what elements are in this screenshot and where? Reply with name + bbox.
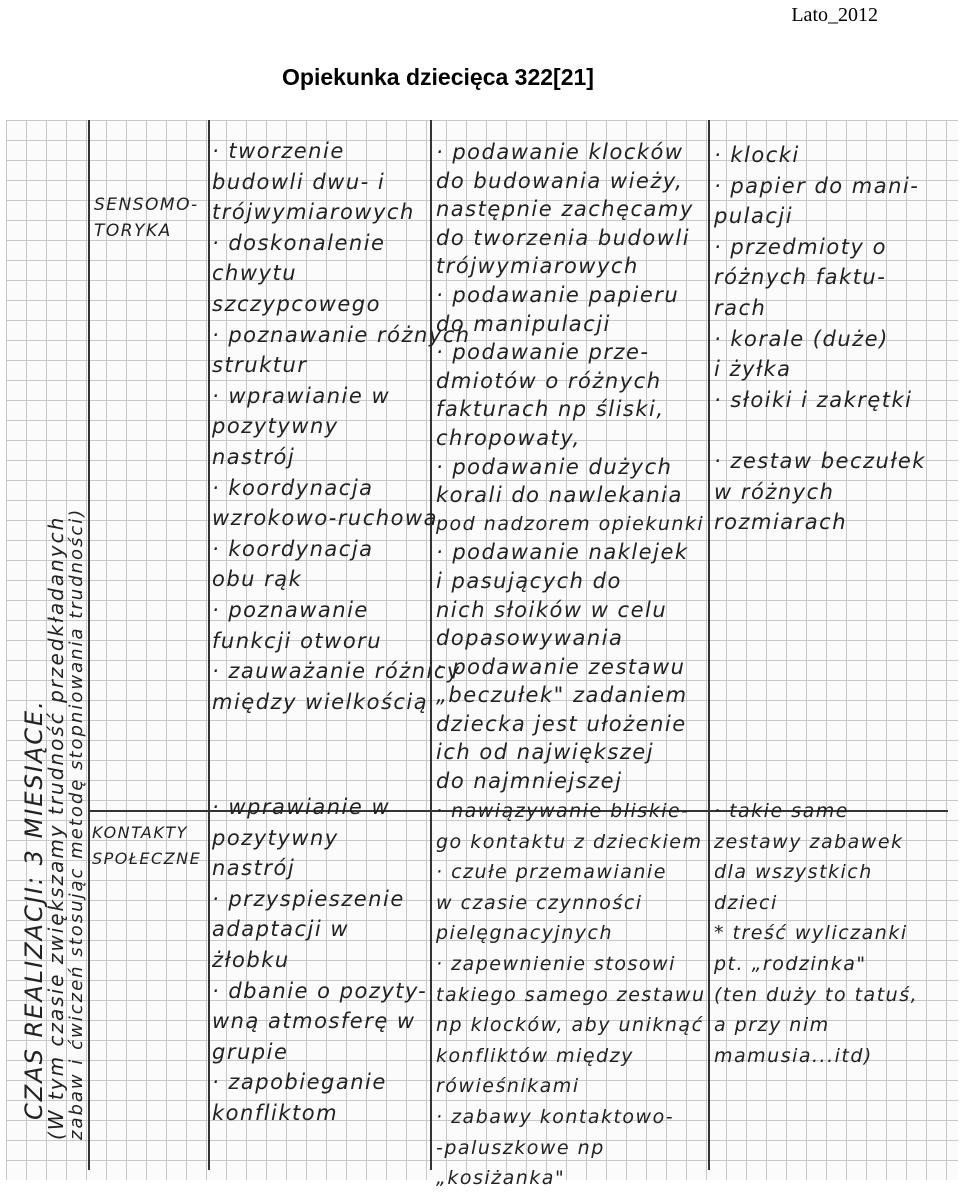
- section-label-kontakty: KONTAKTY SPOŁECZNE: [92, 823, 202, 868]
- side-note-line-2: (W tym czasie zwiększamy trudność przedkładanych: [44, 515, 68, 1140]
- section-label-sensomotoryka: SENSOMO- TORYKA: [94, 195, 199, 241]
- column-divider-2: [208, 120, 210, 1170]
- kontakty-activities: · nawiązywanie bliskie- go kontaktu z dzieckiem · czułe przemawianie w czasie czynności pielęgnacyjnych · zapewnienie stosowi takiego samego zestawu np klocków, aby uniknąć konfliktów między rówieśnikami · zabawy kontaktowo- -paluszkowe np „kosiżanka": [436, 800, 706, 1190]
- side-note-line-3: zabaw i ćwiczeń stosując metodę stopniowania trudności): [66, 507, 87, 1140]
- header-tag: Lato_2012: [791, 4, 878, 26]
- sensomotoryka-activities: · podawanie klocków do budowania wieży, następnie zachęcamy do tworzenia budowli trójwymiarowych · podawanie papieru do manipulacji · podawanie prze- dmiotów o różnych fakturach np śliski, chropowaty, · podawanie dużych korali do nawlekania pod nadzorem opiekunki · podawanie naklejek i pasujących do nich słoików w celu dopasowywania · podawanie zestawu „beczułek" zadaniem dziecka jest ułożenie ich od największej do najmniejszej: [436, 140, 705, 794]
- handwritten-sheet: [6, 120, 958, 1190]
- sensomotoryka-materials: · klocki · papier do mani- pulacji · przedmioty o różnych faktu- rach · korale (duże) i żyłka · słoiki i zakrętki · zestaw beczułek w różnych rozmiarach: [714, 143, 926, 535]
- page-title: Opiekunka dziecięca 322[21]: [282, 64, 594, 90]
- kontakty-goals: · wprawianie w pozytywny nastrój · przyspieszenie adaptacji w żłobku · dbanie o pozyty- wną atmosferę w grupie · zapobieganie konfliktom: [212, 795, 428, 1125]
- sensomotoryka-goals: · tworzenie budowli dwu- i trójwymiarowych · doskonalenie chwytu szczypcowego · poznawanie różnych struktur · wprawianie w pozytywny nastrój · koordynacja wzrokowo-ruchowa · koordynacja obu rąk · poznawanie funkcji otworu · zauważanie różnicy między wielkością: [212, 139, 471, 714]
- column-divider-4: [708, 120, 710, 1170]
- column-divider-1: [88, 120, 90, 1170]
- kontakty-materials: · takie same zestawy zabawek dla wszystkich dzieci * treść wyliczanki pt. „rodzinka" (ten duży to tatuś, a przy nim mamusia...itd): [714, 800, 919, 1067]
- side-note-line-1: CZAS REALIZACJI: 3 MIESIĄCE.: [20, 699, 48, 1120]
